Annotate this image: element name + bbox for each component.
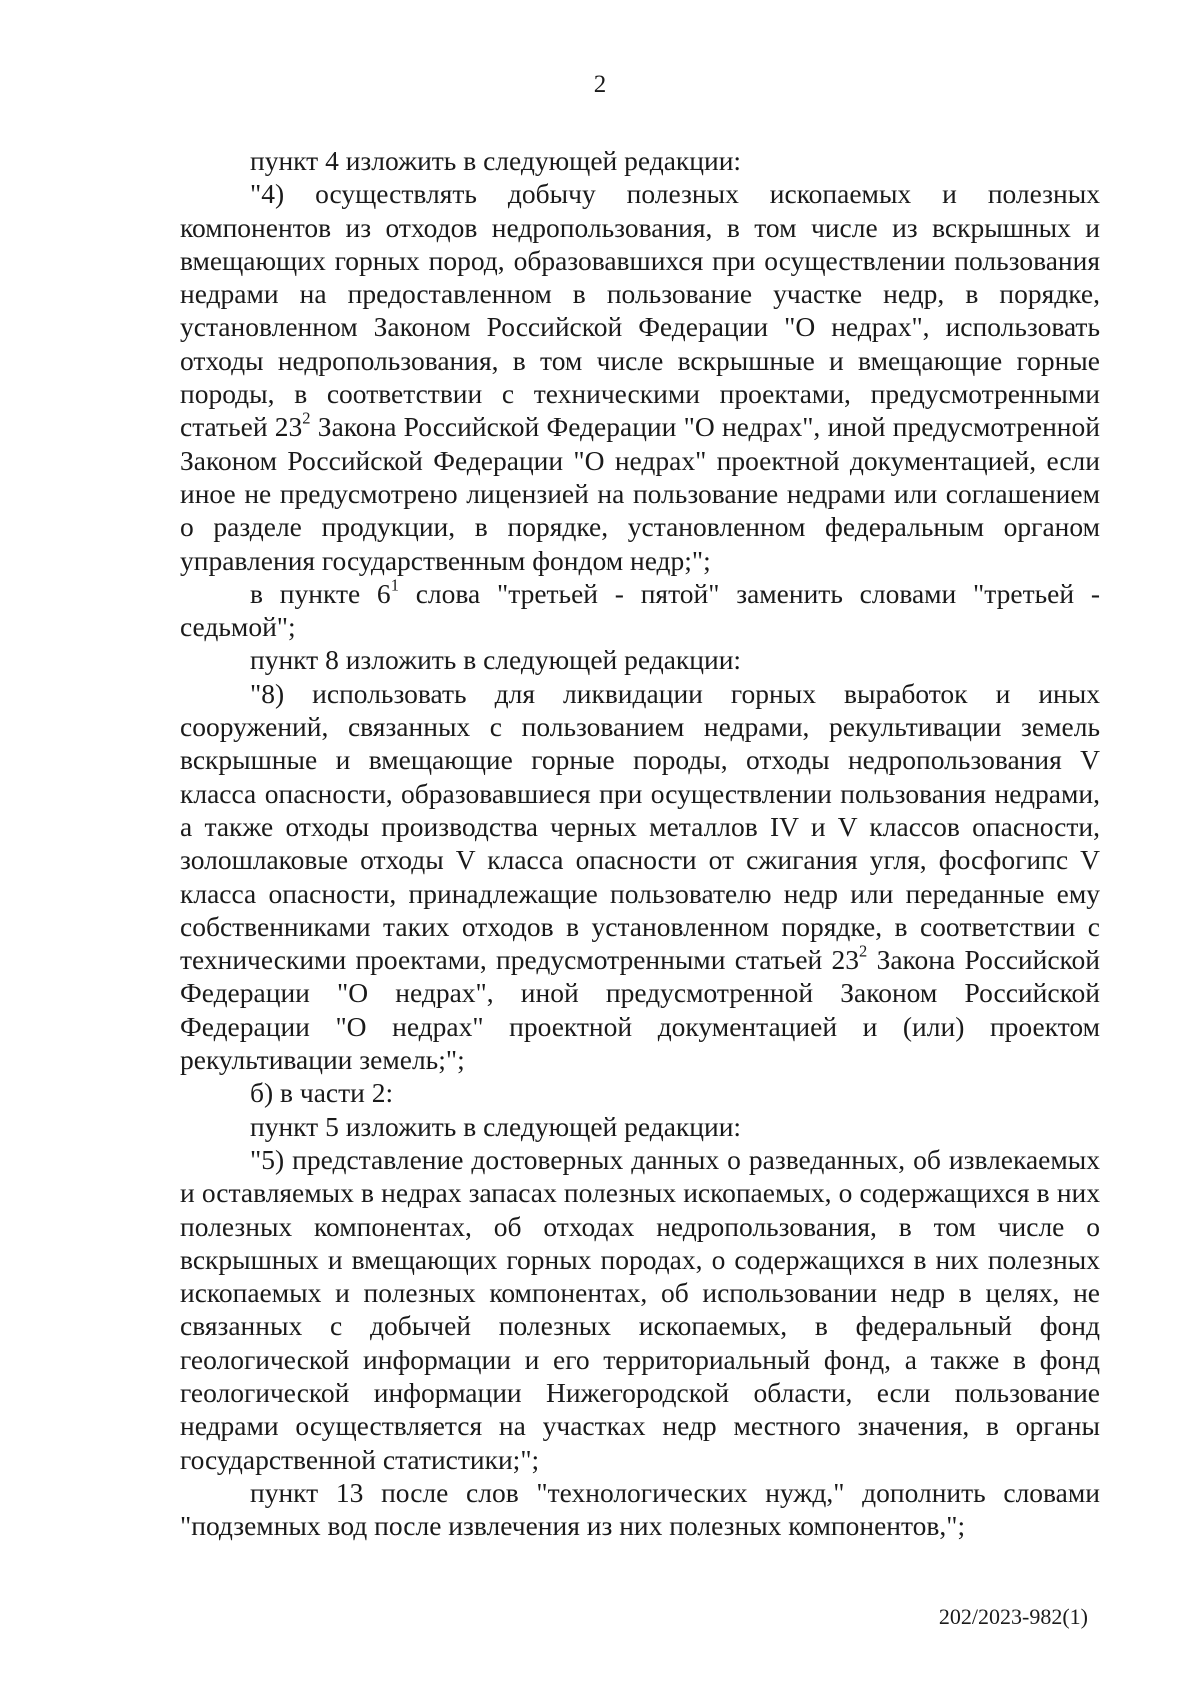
superscript: 2 — [859, 941, 868, 961]
superscript: 1 — [390, 575, 399, 595]
paragraph: в пункте $6^1$ слова "третьей - пятой" заменить словами "третьей - седьмой"; — [180, 575, 1100, 643]
paragraph: пункт 4 изложить в следующей редакции: — [250, 145, 742, 176]
paragraph: "5) представление достоверных данных о разведанных, об извлекаемых и оставляемых в недрах запасах полезных ископаемых, о содержащихся в них полезных компонентах, об отходах недропользования, в том числе о вскрышных и вмещающих горных породах, о содержащихся в них полезных ископаемых и полезных компонентах, об использовании недр в целях, не связанных с добычей полезных ископаемых, в федеральный фонд геологической информации и его территориальный фонд, а также в фонд геологической информации Нижегородской области, если пользование недрами осуществляется на участках недр местного значения, в органы государственной статистики;"; — [180, 1143, 1100, 1475]
paragraph: пункт 8 изложить в следующей редакции: — [250, 644, 742, 676]
paragraph: "4) осуществлять добычу полезных ископаемых и полезных компонентов из отходов недропользования, в том числе из вскрышных и вмещающих горных пород, образовавшихся при осуществлении пользования недрами на предоставленном в пользование участке недр, в порядке, установленном Законом Российской Федерации "О недрах", использовать отходы недропользования, в том числе вскрышные и вмещающие горные породы, в соответствии с техническими проектами, предусмотренными статьей $23^2$ Закона Российской Федерации "О недрах", иной предусмотренной Законом Российской Федерации "О недрах" проектной документацией, если иное не предусмотрено лицензией на пользование недрами или соглашением о разделе продукции, в порядке, установленном федеральным органом управления государственным фондом недр;"; — [180, 178, 1100, 576]
document-body — [180, 144, 1100, 1542]
superscript: 2 — [302, 409, 311, 428]
paragraph: пункт 5 изложить в следующей редакции: — [250, 1110, 742, 1142]
document-number: 202/2023-982(1) — [938, 1604, 1088, 1629]
page-number: 2 — [593, 71, 607, 98]
paragraph: б) в части 2: — [250, 1077, 394, 1109]
paragraph: "8) использовать для ликвидации горных выработок и иных сооружений, связанных с пользованием недрами, рекультивации земель вскрышные и вмещающие горные породы, отходы недропользования V класса опасности, образовавшиеся при осуществлении пользования недрами, а также отходы производства черных металлов IV и V классов опасности, золошлаковые отходы V класса опасности от сжигания угля, фосфогипс V класса опасности, принадлежащие пользователю недр или переданные ему собственниками таких отходов в установленном порядке, в соответствии с техническими проектами, предусмотренными статьей $23^2$ Закона Российской Федерации "О недрах", иной предусмотренной Законом Российской Федерации "О недрах" проектной документацией и (или) проектом рекультивации земель;"; — [180, 677, 1100, 1076]
paragraph: пункт 13 после слов "технологических нужд," дополнить словами "подземных вод после извлечения из них полезных компонентов,"; — [180, 1476, 1100, 1542]
